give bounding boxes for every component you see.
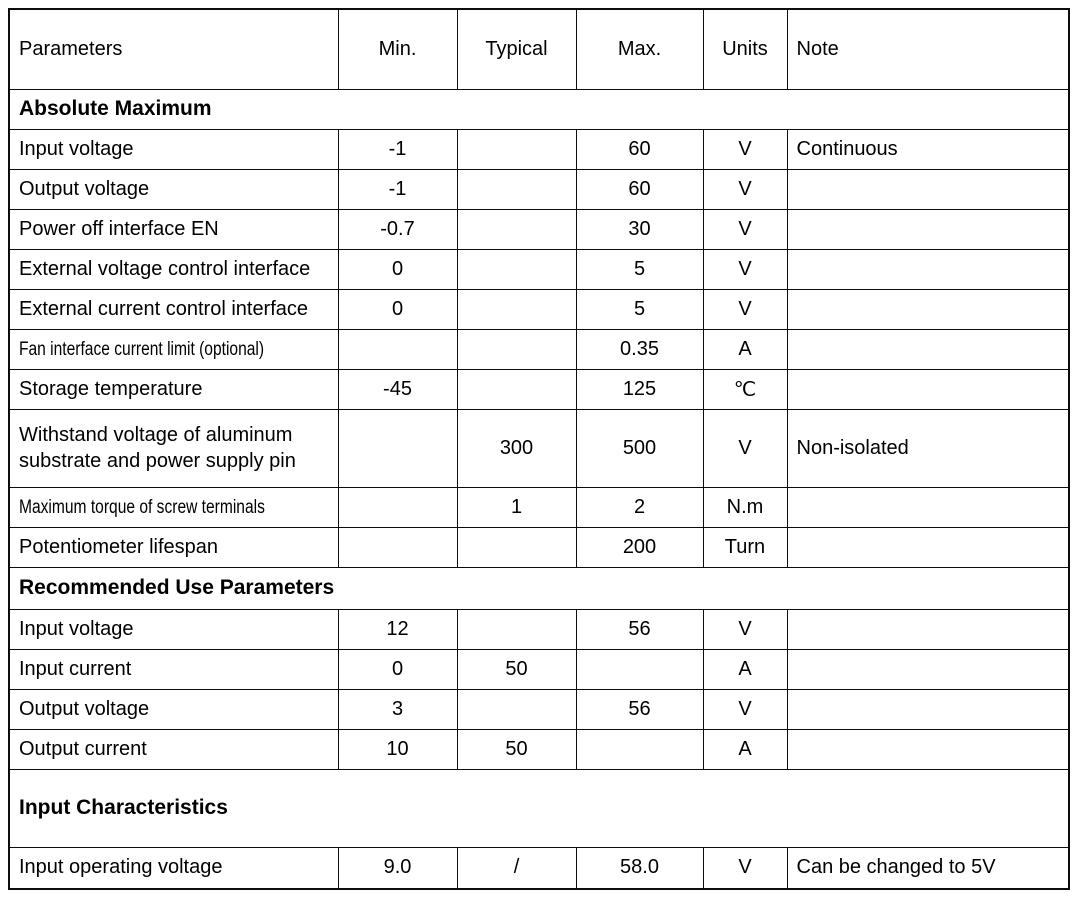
header-row	[9, 9, 1069, 89]
cell-typical: /	[457, 847, 576, 889]
cell-param: Power off interface EN	[9, 209, 338, 249]
cell-units: V	[703, 129, 787, 169]
cell-min: 10	[338, 729, 457, 769]
cell-units: A	[703, 329, 787, 369]
table-row	[9, 409, 1069, 487]
table-row	[9, 289, 1069, 329]
cell-typical	[457, 689, 576, 729]
cell-typical: 50	[457, 649, 576, 689]
cell-param	[9, 409, 338, 487]
section-row	[9, 769, 1069, 847]
cell-note	[787, 487, 1069, 527]
cell-note	[787, 649, 1069, 689]
cell-min: -45	[338, 369, 457, 409]
cell-min: 9.0	[338, 847, 457, 889]
cell-param: Input operating voltage	[9, 847, 338, 889]
spec-table	[8, 8, 1070, 890]
cell-max: 60	[576, 129, 703, 169]
section-row	[9, 567, 1069, 609]
cell-note	[787, 609, 1069, 649]
cell-note	[787, 369, 1069, 409]
table-row	[9, 329, 1069, 369]
cell-units: V	[703, 409, 787, 487]
parameter-label: Withstand voltage of aluminum substrate and power supply pin	[19, 423, 296, 472]
cell-units: N.m	[703, 487, 787, 527]
cell-param: Potentiometer lifespan	[9, 527, 338, 567]
table-row	[9, 369, 1069, 409]
column-header-units: Units	[703, 9, 787, 89]
table-row	[9, 527, 1069, 567]
table-row	[9, 689, 1069, 729]
cell-max: 5	[576, 249, 703, 289]
cell-max: 58.0	[576, 847, 703, 889]
cell-max: 200	[576, 527, 703, 567]
cell-param: External current control interface	[9, 289, 338, 329]
cell-min: -1	[338, 169, 457, 209]
table-row	[9, 169, 1069, 209]
cell-note	[787, 169, 1069, 209]
section-header: Input Characteristics	[9, 769, 1069, 847]
table-row	[9, 487, 1069, 527]
cell-param	[9, 487, 338, 527]
table-row	[9, 649, 1069, 689]
cell-param: Storage temperature	[9, 369, 338, 409]
cell-units: Turn	[703, 527, 787, 567]
column-header-note: Note	[787, 9, 1069, 89]
cell-max: 60	[576, 169, 703, 209]
cell-param: Output current	[9, 729, 338, 769]
column-header-max: Max.	[576, 9, 703, 89]
cell-param: Input voltage	[9, 129, 338, 169]
cell-typical	[457, 169, 576, 209]
table-row	[9, 729, 1069, 769]
cell-units: V	[703, 609, 787, 649]
cell-units: ℃	[703, 369, 787, 409]
table-body	[9, 89, 1069, 889]
cell-min	[338, 409, 457, 487]
cell-min: -1	[338, 129, 457, 169]
cell-typical	[457, 129, 576, 169]
table-row	[9, 609, 1069, 649]
cell-param: External voltage control interface	[9, 249, 338, 289]
cell-typical	[457, 209, 576, 249]
cell-max: 2	[576, 487, 703, 527]
cell-min: -0.7	[338, 209, 457, 249]
section-header: Absolute Maximum	[9, 89, 1069, 129]
section-row	[9, 89, 1069, 129]
cell-typical	[457, 609, 576, 649]
cell-units: A	[703, 649, 787, 689]
cell-units: V	[703, 847, 787, 889]
cell-note: Can be changed to 5V	[787, 847, 1069, 889]
cell-units: V	[703, 209, 787, 249]
cell-min: 0	[338, 289, 457, 329]
cell-min	[338, 487, 457, 527]
table-row	[9, 847, 1069, 889]
cell-note	[787, 729, 1069, 769]
cell-param: Output voltage	[9, 169, 338, 209]
cell-typical	[457, 527, 576, 567]
cell-max: 30	[576, 209, 703, 249]
cell-note	[787, 249, 1069, 289]
parameter-label: Fan interface current limit (optional)	[19, 338, 265, 360]
table-row	[9, 209, 1069, 249]
cell-typical: 300	[457, 409, 576, 487]
cell-units: V	[703, 249, 787, 289]
parameter-label: Maximum torque of screw terminals	[19, 496, 265, 518]
cell-max: 5	[576, 289, 703, 329]
cell-max	[576, 729, 703, 769]
cell-max: 0.35	[576, 329, 703, 369]
cell-min: 3	[338, 689, 457, 729]
cell-max	[576, 649, 703, 689]
cell-param	[9, 329, 338, 369]
cell-param: Input current	[9, 649, 338, 689]
cell-note: Continuous	[787, 129, 1069, 169]
cell-typical	[457, 289, 576, 329]
cell-typical	[457, 329, 576, 369]
table-row	[9, 249, 1069, 289]
column-header-min: Min.	[338, 9, 457, 89]
cell-max: 500	[576, 409, 703, 487]
table-row	[9, 129, 1069, 169]
cell-max: 125	[576, 369, 703, 409]
cell-note	[787, 689, 1069, 729]
cell-typical	[457, 369, 576, 409]
cell-typical: 50	[457, 729, 576, 769]
cell-min: 0	[338, 249, 457, 289]
cell-units: V	[703, 169, 787, 209]
cell-max: 56	[576, 609, 703, 649]
cell-units: V	[703, 289, 787, 329]
cell-note: Non-isolated	[787, 409, 1069, 487]
cell-min	[338, 329, 457, 369]
cell-param: Input voltage	[9, 609, 338, 649]
cell-typical	[457, 249, 576, 289]
cell-note	[787, 289, 1069, 329]
column-header-typical: Typical	[457, 9, 576, 89]
cell-units: A	[703, 729, 787, 769]
cell-min: 0	[338, 649, 457, 689]
column-header-parameters: Parameters	[9, 9, 338, 89]
cell-note	[787, 209, 1069, 249]
cell-typical: 1	[457, 487, 576, 527]
cell-note	[787, 329, 1069, 369]
cell-min: 12	[338, 609, 457, 649]
cell-units: V	[703, 689, 787, 729]
cell-note	[787, 527, 1069, 567]
cell-min	[338, 527, 457, 567]
cell-max: 56	[576, 689, 703, 729]
section-header: Recommended Use Parameters	[9, 567, 1069, 609]
cell-param: Output voltage	[9, 689, 338, 729]
